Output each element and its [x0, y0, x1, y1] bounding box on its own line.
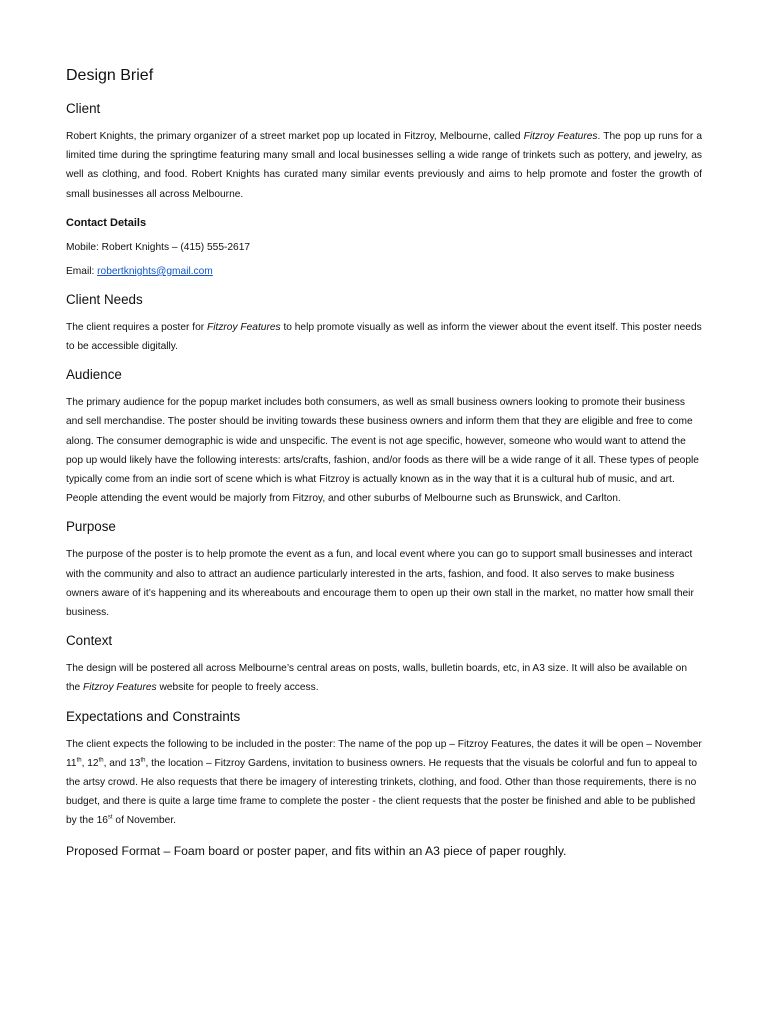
- purpose-heading: Purpose: [66, 519, 116, 535]
- client-needs-paragraph: [66, 318, 702, 356]
- context-heading: Context: [66, 633, 113, 649]
- expectations-text-2: , 12: [81, 757, 99, 769]
- contact-email-label: Email:: [66, 265, 98, 277]
- expectations-heading: Expectations and Constraints: [66, 708, 241, 724]
- expectations-text-1: The client expects the following to be included in the poster: The name of the pop up – Fitzroy Features, the dates it will be open – November 11: [66, 738, 702, 769]
- context-paragraph: [66, 659, 702, 697]
- audience-paragraph: The primary audience for the popup market includes both consumers, as well as small business owners looking to promote their business and sell merchandise. The poster should be inviting towards these business owners and inform them that they are eligible and free to come along. The consumer demographic is wide and unspecific. The event is not age specific, however, someone who would want to attend the pop up would likely have the following interests: arts/crafts, fashion, and/or foods as there will be a wide range of it all. These types of people typically come from an indie sort of scene which is what Fitzroy is actually known as in the way that it is a cultural hub of music, and art. People attending the event would be majorly from Fitzroy, and other suburbs of Melbourne such as Brunswick, and Carlton.: [66, 397, 699, 505]
- contact-email-link[interactable]: robertknights@gmail.com: [97, 265, 213, 277]
- document-title: Design Brief: [66, 67, 154, 84]
- client-needs-text-a: The client requires a poster for: [66, 321, 207, 333]
- ordinal-suffix-4: st: [107, 815, 113, 822]
- client-event-name: Fitzroy Features: [523, 131, 598, 142]
- context-text-b: website for people to freely access.: [156, 682, 319, 694]
- ordinal-suffix-3: th: [140, 757, 146, 764]
- client-text-a: Robert Knights, the primary organizer of a street market pop up located in Fitzroy, Melbourne, called: [66, 131, 524, 142]
- context-text-a: The design will be postered all across Melbourne’s central areas on posts, walls, bulletin boards, etc, in A3 size. It will also be available on the: [66, 663, 688, 694]
- purpose-paragraph: The purpose of the poster is to help promote the event as a fun, and local event where you can go to support small businesses and interact with the community and also to attract an audience particularly interested in the arts, fashion, and food. It also serves to make business owners aware of it’s happening and its whereabouts and encourage them to open up their own stall in the market, no matter how small their business.: [66, 549, 694, 619]
- ordinal-suffix-1: th: [76, 757, 82, 764]
- audience-heading: Audience: [66, 367, 122, 383]
- contact-mobile: Mobile: Robert Knights – (415) 555-2617: [66, 241, 251, 253]
- client-needs-heading: Client Needs: [66, 291, 143, 307]
- expectations-paragraph: [66, 735, 702, 831]
- expectations-text-3: , and 13: [103, 757, 141, 769]
- client-needs-text-b: to help promote visually as well as inform the viewer about the event itself. This poster needs to be accessible digitally.: [66, 321, 702, 353]
- context-event-name: Fitzroy Features: [83, 682, 157, 694]
- expectations-text-4: , the location – Fitzroy Gardens, invitation to business owners. He requests that the visuals be colorful and fun to appeal to the artsy crowd. He also requests that there be imagery of interesting trinkets, clothing, and food. Other than those requirements, there is no budget, and there is quite a large time frame to complete the poster - the client requests that the poster be finished and able to be published by the 16: [66, 757, 698, 827]
- client-paragraph: [66, 127, 702, 204]
- proposed-format: Proposed Format – Foam board or poster paper, and fits within an A3 piece of paper roughly.: [66, 843, 567, 858]
- ordinal-suffix-2: th: [98, 757, 104, 764]
- contact-email-line: [66, 265, 702, 279]
- client-text-b: . The pop up runs for a limited time during the springtime featuring many small and local businesses selling a wide range of trinkets such as pottery, and jewelry, as well as clothing, and food. Robert Knights has curated many similar events previously and aims to help promote and foster the growth of small businesses all across Melbourne.: [66, 131, 702, 200]
- contact-heading: Contact Details: [66, 216, 147, 229]
- client-needs-event-name: Fitzroy Features: [207, 321, 281, 333]
- expectations-text-5: of November.: [112, 815, 177, 827]
- client-heading: Client: [66, 101, 101, 116]
